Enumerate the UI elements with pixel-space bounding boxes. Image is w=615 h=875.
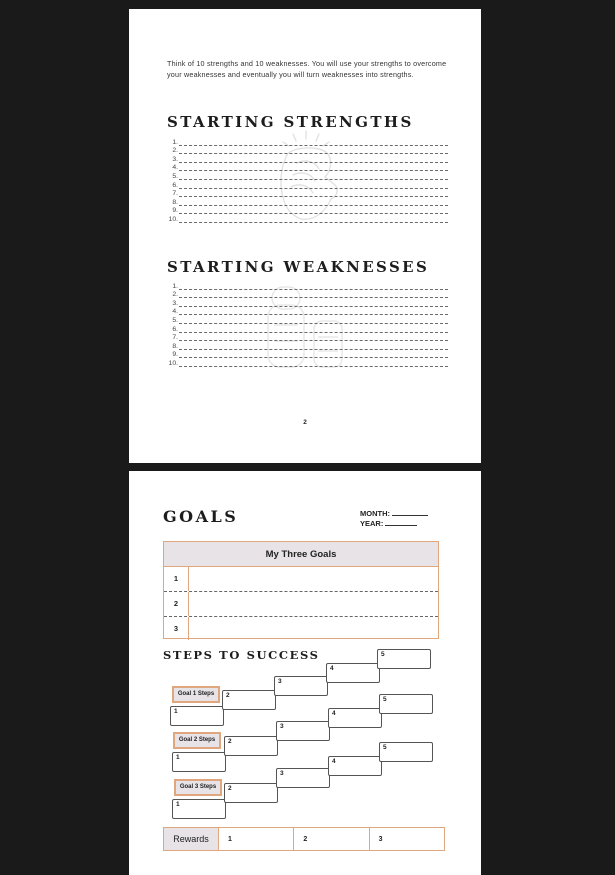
rewards-row [163,827,445,851]
rewards-label: Rewards [164,828,219,850]
list-item[interactable]: 9. [165,350,448,359]
strengths-lines [165,137,448,223]
goal-1-field[interactable] [189,567,438,591]
goal-1-step-4[interactable]: 4 [326,663,380,683]
goal-2-step-5[interactable]: 5 [379,694,433,714]
strengths-title: STARTING STRENGTHS [167,113,414,131]
goal-3-steps-tag: Goal 3 Steps [174,779,222,796]
list-item[interactable]: 7. [165,189,448,198]
page-number: 2 [303,419,307,426]
list-item[interactable]: 1. [165,281,448,290]
list-item[interactable]: 3. [165,154,448,163]
goal-3-step-3[interactable]: 3 [276,768,330,788]
list-item[interactable]: 2. [165,290,448,299]
strengths-weaknesses-page [129,9,481,463]
goal-3-step-5[interactable]: 5 [379,742,433,762]
list-item[interactable]: 5. [165,171,448,180]
list-item[interactable]: 9. [165,206,448,215]
intro-text: Think of 10 strengths and 10 weaknesses. You will use your strengths to overcome your weaknesses and eventually you will turn weaknesses into strengths. [167,59,447,79]
table-row: 3 [164,616,438,640]
weaknesses-lines [165,281,448,367]
list-item[interactable]: 5. [165,315,448,324]
month-year-fields [360,509,428,528]
list-item[interactable]: 10. [165,214,448,223]
goal-2-steps-tag: Goal 2 Steps [173,732,221,749]
list-item[interactable]: 8. [165,341,448,350]
list-item[interactable]: 4. [165,307,448,316]
goal-1-step-1[interactable]: 1 [170,706,224,726]
list-item[interactable]: 6. [165,324,448,333]
goals-page [129,471,481,875]
table-row: 1 [164,567,438,591]
goal-1-steps-tag: Goal 1 Steps [172,686,220,703]
goal-1-step-2[interactable]: 2 [222,690,276,710]
reward-2-field[interactable]: 2 [294,828,369,850]
list-item[interactable]: 8. [165,197,448,206]
goal-2-step-2[interactable]: 2 [224,736,278,756]
list-item[interactable]: 3. [165,298,448,307]
goal-1-step-5[interactable]: 5 [377,649,431,669]
month-field[interactable] [392,509,428,516]
goal-1-step-3[interactable]: 3 [274,676,328,696]
reward-3-field[interactable]: 3 [378,836,383,843]
goals-table [163,541,439,639]
goals-title: GOALS [163,507,239,526]
month-label: MONTH: [360,509,390,518]
list-item[interactable]: 10. [165,358,448,367]
weaknesses-title: STARTING WEAKNESSES [167,258,430,276]
goal-2-step-1[interactable]: 1 [172,752,226,772]
list-item[interactable]: 7. [165,333,448,342]
list-item[interactable]: 4. [165,163,448,172]
year-label: YEAR: [360,518,384,528]
goal-3-field[interactable] [189,617,438,640]
goal-3-step-1[interactable]: 1 [172,799,226,819]
goal-2-step-3[interactable]: 3 [276,721,330,741]
reward-1-field[interactable]: 1 [219,828,294,850]
list-item[interactable]: 6. [165,180,448,189]
goal-3-step-4[interactable]: 4 [328,756,382,776]
goal-3-step-2[interactable]: 2 [224,783,278,803]
goal-2-step-4[interactable]: 4 [328,708,382,728]
list-item[interactable]: 1. [165,137,448,146]
goals-table-header: My Three Goals [164,542,438,567]
goal-2-field[interactable] [189,592,438,615]
steps-title: STEPS TO SUCCESS [163,648,320,662]
table-row: 2 [164,591,438,615]
year-field[interactable] [385,519,417,526]
list-item[interactable]: 2. [165,146,448,155]
